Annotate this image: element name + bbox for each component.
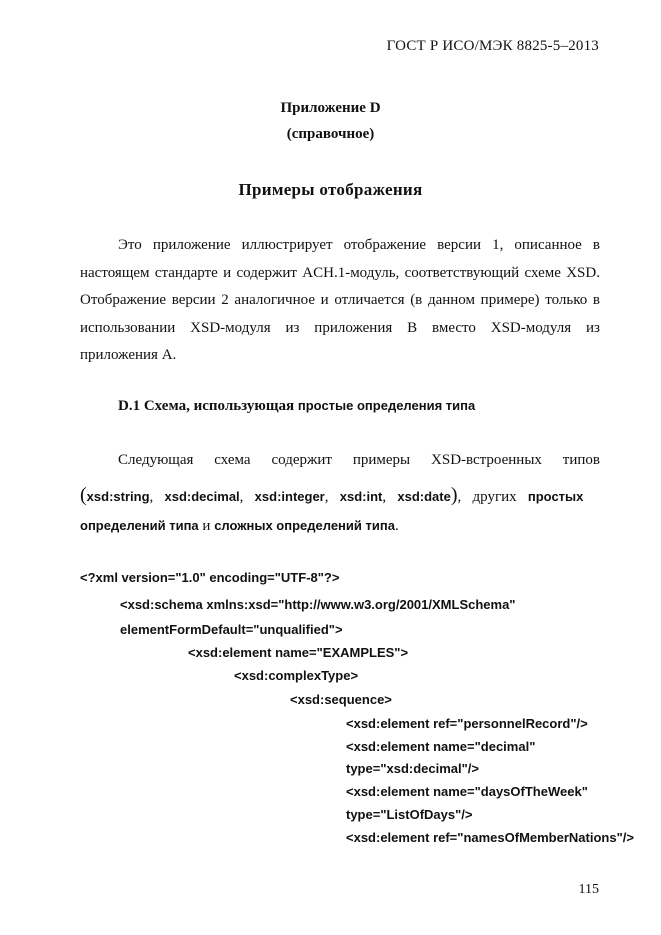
page-number: 115 [578,882,599,897]
appendix-subtitle: (справочное) [286,126,375,142]
section-title-sans: простые определения типа [297,398,476,413]
type-decimal: xsd:decimal [164,489,240,504]
simple-types-part1: простых [527,489,584,504]
section-number: D.1 [118,398,141,414]
xml-line: <xsd:element ref="personnelRecord"/> [346,716,588,731]
word: схема [214,452,251,468]
xml-line: <xsd:element name="daysOfTheWeek" [346,784,588,799]
document-header: ГОСТ Р ИСО/МЭК 8825-5–2013 [386,38,599,54]
type-string: xsd:string [86,489,150,504]
xml-line: <xsd:complexType> [234,668,359,683]
type-int: xsd:int [339,489,383,504]
word: типов [562,452,600,468]
word: Следующая [118,452,194,468]
and-word: и [202,518,211,534]
xml-line: <?xml version="1.0" encoding="UTF-8"?> [80,570,340,585]
xml-line: type="ListOfDays"/> [346,807,473,822]
type-integer: xsd:integer [254,489,325,504]
xml-line: <xsd:sequence> [290,692,392,707]
xml-line: type="xsd:decimal"/> [346,761,479,776]
appendix-title: Приложение D [280,100,381,116]
paragraph2-line2: (xsd:string, xsd:decimal, xsd:integer, xsd:int, xsd:date), других простых [80,484,584,506]
page-title: Примеры отображения [238,180,423,199]
xml-line: elementFormDefault="unqualified"> [120,622,343,637]
other-text: других [472,489,517,505]
paragraph2-line3 [80,518,600,535]
section-heading [118,398,475,415]
intro-paragraph: Это приложение иллюстрирует отображение версии 1, описанное в настоящем стандарте и содержит ACH.1-модуль, соответствующий схеме XSD. Отображение версии 2 аналогичное и отличается (в данном примере) только в использовании XSD-модуля из приложения B вместо XSD-модуля из приложения A. [80,237,600,364]
end-dot: . [394,518,399,534]
word: примеры [352,452,411,468]
xml-line: <xsd:element ref="namesOfMemberNations"/> [346,830,634,845]
complex-types: сложных определений типа [214,518,395,533]
xml-line: <xsd:element name="decimal" [346,739,536,754]
word: содержит [271,452,332,468]
word: XSD-встроенных [431,452,542,468]
section-title-serif: Схема, использующая [143,398,295,414]
xml-line: <xsd:schema xmlns:xsd="http://www.w3.org/2001/XMLSchema" [120,597,516,612]
paragraph2-line1 [118,452,600,469]
type-date: xsd:date [397,489,451,504]
xml-line: <xsd:element name="EXAMPLES"> [188,645,409,660]
simple-types-part2: определений типа [80,518,199,533]
